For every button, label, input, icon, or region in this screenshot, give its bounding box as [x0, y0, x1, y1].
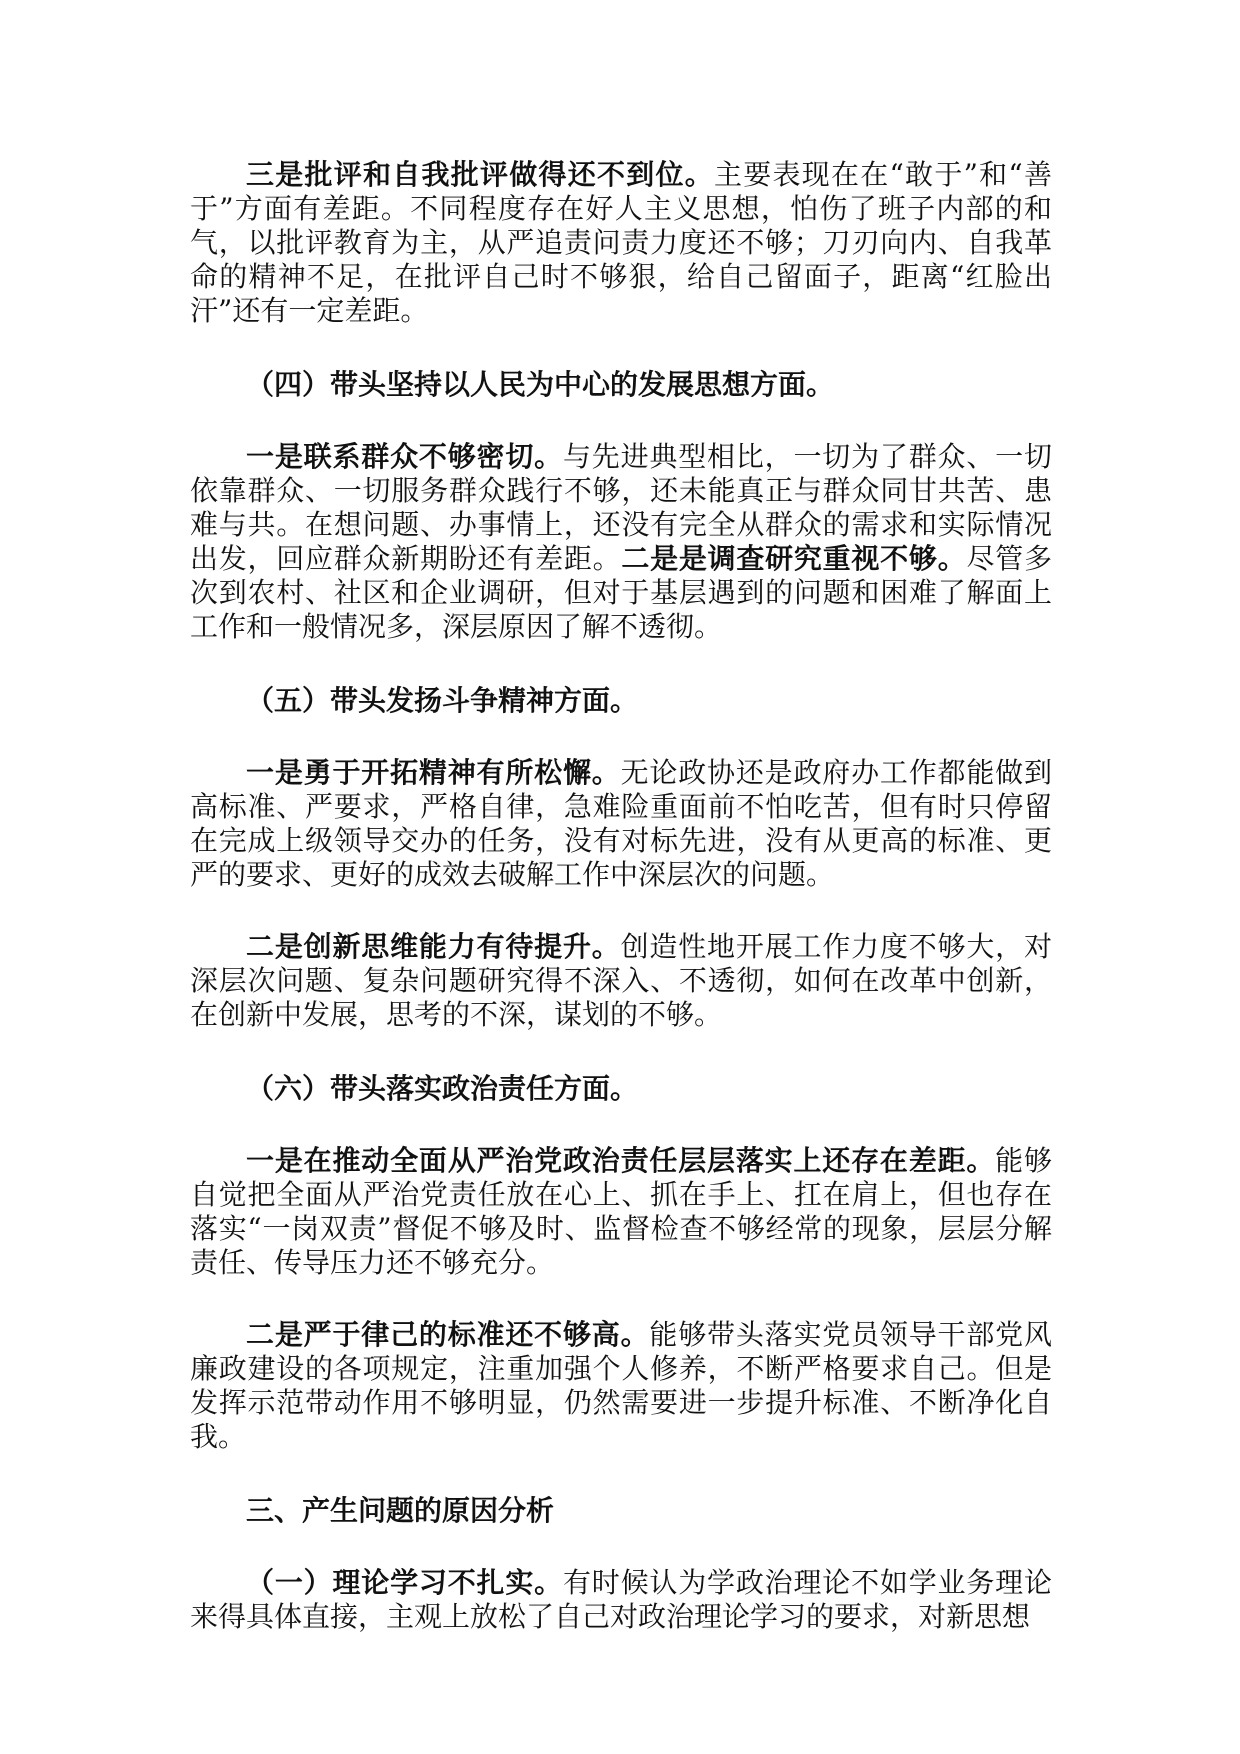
- paragraph-lead: 一是联系群众不够密切。: [246, 440, 563, 473]
- paragraph-text: 创造性地开展工作力度不够大，对深层次问题、复杂问题研究得不深入、不透彻，如何在改革中创新，在创新中发展，思考的不深，谋划的不够。: [190, 930, 1052, 1031]
- paragraph-criticism: [190, 158, 1052, 328]
- paragraph-pioneering: [190, 756, 1052, 892]
- section-heading-4: （四）带头坚持以人民为中心的发展思想方面。: [246, 368, 835, 401]
- paragraph-text: 无论政协还是政府办工作都能做到高标准、严要求，严格自律，急难险重面前不怕吃苦，但有时只停留在完成上级领导交办的任务，没有对标先进，没有从更高的标准、更严的要求、更好的成效去破解工作中深层次的问题。: [190, 756, 1052, 891]
- paragraph-lead: 一是在推动全面从严治党政治责任层层落实上还存在差距。: [246, 1144, 996, 1177]
- paragraph-theory-study: [190, 1566, 1052, 1634]
- document-page: [190, 158, 1052, 1634]
- paragraph-party-governance: [190, 1144, 1052, 1280]
- section-heading-6: （六）带头落实政治责任方面。: [246, 1072, 639, 1105]
- paragraph-self-discipline: [190, 1318, 1052, 1454]
- paragraph-text: 能够带头落实党员领导干部党风廉政建设的各项规定，注重加强个人修养，不断严格要求自己。但是发挥示范带动作用不够明显，仍然需要进一步提升标准、不断净化自我。: [190, 1318, 1052, 1453]
- paragraph-text: 能够自觉把全面从严治党责任放在心上、抓在手上、扛在肩上，但也存在落实“一岗双责”督促不够及时、监督检查不够经常的现象，层层分解责任、传导压力还不够充分。: [190, 1144, 1052, 1279]
- paragraph-lead: 一是勇于开拓精神有所松懈。: [246, 756, 621, 789]
- paragraph-lead-2: 二是是调查研究重视不够。: [621, 542, 967, 575]
- paragraph-lead: 二是创新思维能力有待提升。: [246, 930, 621, 963]
- paragraph-text: 与先进典型相比，一切为了群众、一切依靠群众、一切服务群众践行不够，还未能真正与群众同甘共苦、患难与共。在想问题、办事情上，还没有完全从群众的需求和实际情况出发，回应群众新期盼还有差距。: [190, 440, 1052, 575]
- paragraph-innovation: [190, 930, 1052, 1032]
- paragraph-text: 主要表现在在“敢于”和“善于”方面有差距。不同程度存在好人主义思想，怕伤了班子内部的和气，以批评教育为主，从严追责问责力度还不够；刀刃向内、自我革命的精神不足，在批评自己时不够狠，给自己留面子，距离“红脸出汗”还有一定差距。: [190, 158, 1052, 327]
- paragraph-lead: 二是严于律己的标准还不够高。: [246, 1318, 650, 1351]
- paragraph-text: 有时候认为学政治理论不如学业务理论来得具体直接，主观上放松了自己对政治理论学习的要求，对新思想: [190, 1566, 1052, 1633]
- chapter-heading-cause-analysis: 三、产生问题的原因分析: [246, 1494, 555, 1527]
- paragraph-lead: （一）理论学习不扎实。: [246, 1566, 563, 1599]
- paragraph-text-2: 尽管多次到农村、社区和企业调研，但对于基层遇到的问题和困难了解面上工作和一般情况多，深层原因了解不透彻。: [190, 542, 1052, 643]
- paragraph-lead: 三是批评和自我批评做得还不到位。: [246, 158, 715, 191]
- paragraph-masses: [190, 440, 1052, 644]
- section-heading-5: （五）带头发扬斗争精神方面。: [246, 684, 639, 717]
